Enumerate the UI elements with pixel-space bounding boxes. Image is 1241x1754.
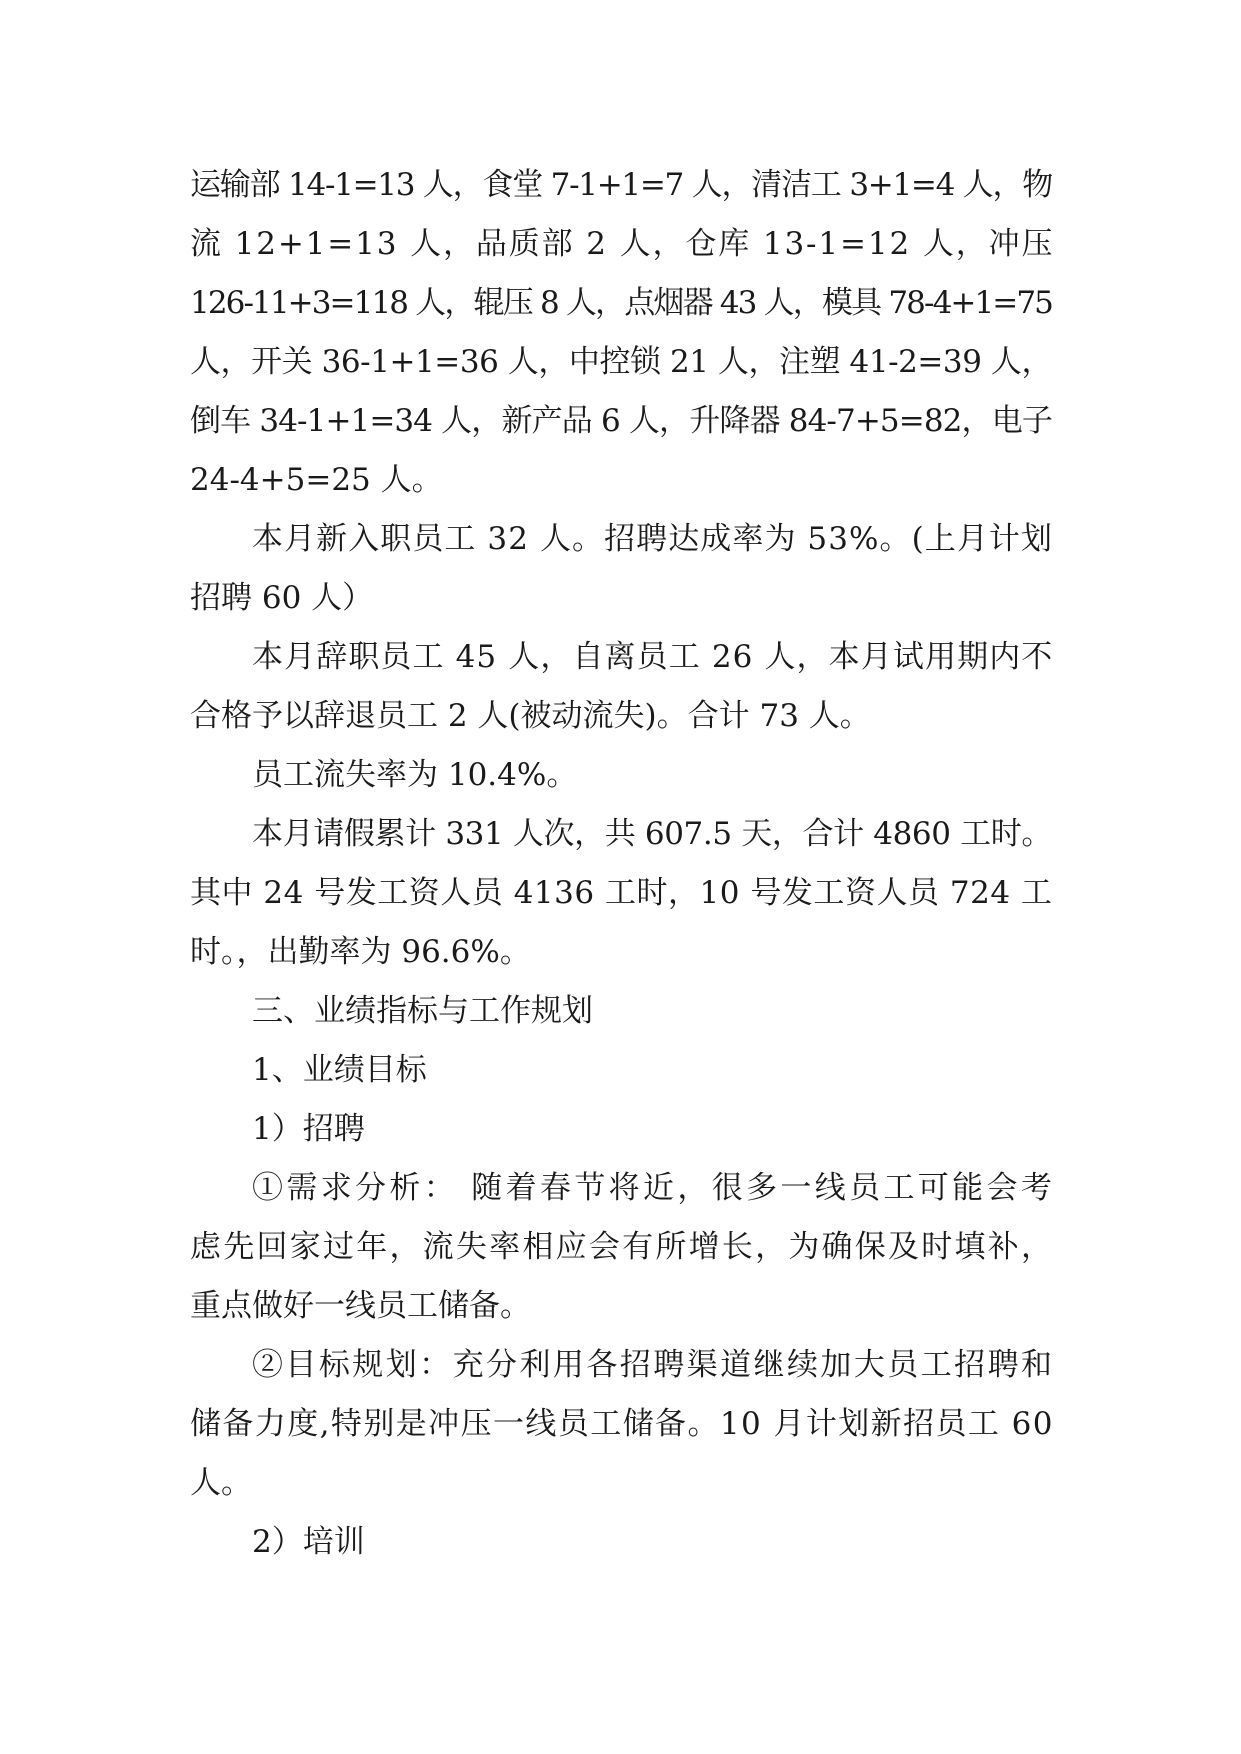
paragraph-target-planning (190, 1336, 1055, 1513)
paragraph-turnover-rate (190, 746, 1052, 805)
text-line: 本月请假累计 331 人次，共 607.5 天，合计 4860 工时。 (252, 816, 1052, 852)
paragraph-demand-analysis (190, 1159, 1056, 1336)
paragraph-section-3-heading (190, 982, 1052, 1041)
paragraph-item-training-heading (190, 1513, 1052, 1572)
text-line: 流 12+1=13 人，品质部 2 人，仓库 13-1=12 人，冲压 (190, 226, 1055, 262)
paragraph-new-hires (190, 510, 1052, 628)
text-line: 储备力度,特别是冲压一线员工储备。10 月计划新招员工 60 (190, 1406, 1054, 1442)
text-line: ①需求分析： 随着春节将近，很多一线员工可能会考 (252, 1170, 1056, 1206)
text-line: 运输部 14-1=13 人，食堂 7-1+1=7 人，清洁工 3+1=4 人，物 (190, 167, 1052, 203)
text-line: 招聘 60 人） (190, 580, 374, 616)
text-line: 24-4+5=25 人。 (190, 462, 443, 498)
text-line: 三、业绩指标与工作规划 (252, 993, 593, 1029)
text-line: 本月新入职员工 32 人。招聘达成率为 53%。(上月计划 (252, 521, 1054, 557)
text-line: 1）招聘 (252, 1111, 365, 1147)
paragraph-item-recruitment-heading (190, 1100, 1052, 1159)
paragraph-dept-headcount (190, 156, 1055, 510)
text-line: 126-11+3=118 人，辊压 8 人，点烟器 43 人，模具 78-4+1=75 (190, 285, 1052, 321)
text-line: 倒车 34-1+1=34 人，新产品 6 人，升降器 84-7+5=82，电子 (190, 403, 1052, 439)
text-line: 时。，出勤率为 96.6%。 (190, 934, 531, 970)
text-line: 重点做好一线员工储备。 (190, 1288, 531, 1324)
text-line: 1、业绩目标 (252, 1052, 427, 1088)
paragraph-subsection-1-heading (190, 1041, 1052, 1100)
text-line: 其中 24 号发工资人员 4136 工时，10 号发工资人员 724 工 (190, 875, 1053, 911)
text-line: 合格予以辞退员工 2 人(被动流失)。合计 73 人。 (190, 698, 871, 734)
text-line: 人。 (190, 1465, 252, 1501)
paragraph-resignations (190, 628, 1052, 746)
text-line: 本月辞职员工 45 人，自离员工 26 人，本月试用期内不 (252, 639, 1054, 675)
text-line: 2）培训 (252, 1524, 365, 1560)
text-line: 员工流失率为 10.4%。 (252, 757, 578, 793)
document-body (190, 156, 1056, 1572)
paragraph-leave-stats (190, 805, 1052, 982)
text-line: 人，开关 36-1+1=36 人，中控锁 21 人，注塑 41-2=39 人， (190, 344, 1052, 380)
text-line: ②目标规划：充分利用各招聘渠道继续加大员工招聘和 (252, 1347, 1055, 1383)
text-line: 虑先回家过年，流失率相应会有所增长，为确保及时填补， (190, 1229, 1055, 1265)
